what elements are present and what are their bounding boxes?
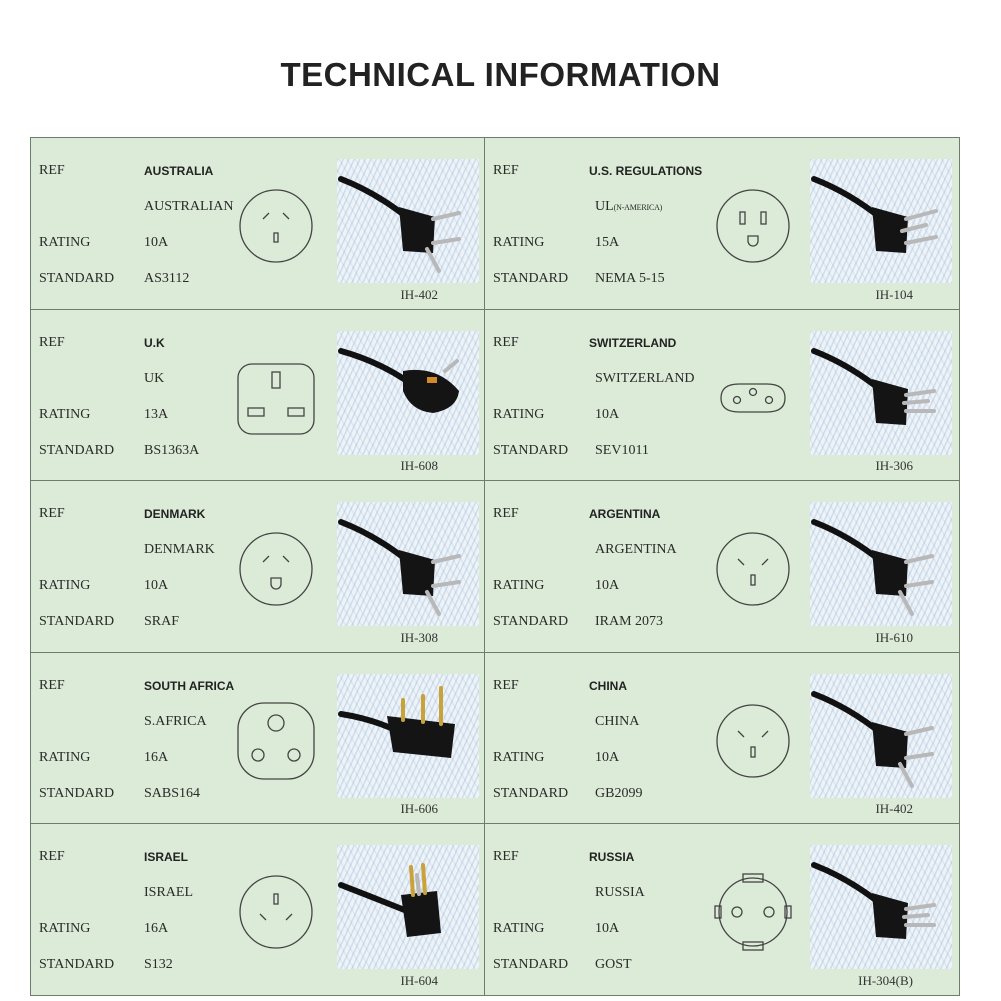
plug-spec-cell-china bbox=[485, 653, 960, 825]
ref-label: REF bbox=[39, 506, 65, 522]
rating-value: 10A bbox=[595, 406, 620, 422]
rating-value: 10A bbox=[595, 578, 620, 594]
plug-type: RUSSIA bbox=[595, 885, 645, 901]
standard-label: STANDARD bbox=[493, 614, 569, 630]
us-socket-icon bbox=[713, 186, 793, 266]
plug-type-sub: (N-AMERICA) bbox=[613, 203, 663, 212]
standard-label: STANDARD bbox=[493, 957, 569, 973]
ref-label: REF bbox=[39, 849, 65, 865]
model-number: IH-604 bbox=[400, 973, 438, 988]
standard-value: SABS164 bbox=[144, 785, 201, 801]
standard-label: STANDARD bbox=[39, 442, 115, 458]
plug-spec-cell-israel bbox=[31, 824, 485, 996]
rating-label: RATING bbox=[39, 578, 91, 594]
us-plug-icon bbox=[810, 159, 952, 283]
plug-type: S.AFRICA bbox=[144, 713, 207, 729]
rating-label: RATING bbox=[493, 749, 545, 765]
plug-spec-cell-u-s-regulations bbox=[485, 138, 960, 310]
model-number: IH-606 bbox=[400, 801, 438, 817]
ref-label: REF bbox=[39, 163, 65, 178]
russia-plug-icon bbox=[810, 845, 952, 969]
model-number: IH-402 bbox=[875, 801, 913, 817]
plug-spec-cell-russia bbox=[485, 824, 960, 996]
rating-value: 16A bbox=[144, 921, 169, 937]
plug-spec-cell-south-africa bbox=[31, 653, 485, 825]
australia-socket-icon bbox=[236, 186, 316, 266]
uk-plug-icon bbox=[337, 331, 479, 455]
swiss-socket-icon bbox=[713, 358, 793, 438]
argentina-plug-icon bbox=[810, 502, 952, 626]
standard-label: STANDARD bbox=[39, 957, 115, 973]
model-number: IH-608 bbox=[400, 458, 438, 474]
plug-spec-table bbox=[30, 137, 960, 996]
country-name: CHINA bbox=[589, 678, 627, 693]
ref-label: REF bbox=[493, 677, 519, 693]
plug-spec-cell-argentina bbox=[485, 481, 960, 653]
plug-spec-cell-denmark bbox=[31, 481, 485, 653]
rating-label: RATING bbox=[493, 578, 545, 594]
model-number: IH-104 bbox=[875, 286, 913, 302]
rating-value: 10A bbox=[595, 749, 620, 765]
plug-type: UL(N-AMERICA) bbox=[595, 199, 663, 214]
plug-type: SWITZERLAND bbox=[595, 370, 695, 386]
page-title: TECHNICAL INFORMATION bbox=[280, 56, 721, 93]
standard-label: STANDARD bbox=[493, 442, 569, 458]
standard-label: STANDARD bbox=[493, 785, 569, 801]
uk-socket-icon bbox=[236, 358, 316, 438]
china-plug-icon bbox=[810, 674, 952, 798]
plug-type: DENMARK bbox=[144, 542, 215, 558]
country-name: U.K bbox=[144, 335, 165, 350]
model-number: IH-304(B) bbox=[858, 973, 913, 988]
standard-value: SEV1011 bbox=[595, 442, 649, 458]
south-africa-plug-icon bbox=[337, 674, 479, 798]
ref-label: REF bbox=[493, 163, 519, 178]
plug-type: ARGENTINA bbox=[595, 542, 677, 558]
rating-label: RATING bbox=[39, 749, 91, 765]
rating-label: RATING bbox=[493, 406, 545, 422]
china-socket-icon bbox=[713, 701, 793, 781]
country-name: ISRAEL bbox=[144, 850, 189, 865]
standard-value: BS1363A bbox=[144, 442, 200, 458]
country-name: AUSTRALIA bbox=[144, 164, 214, 178]
rating-value: 13A bbox=[144, 406, 169, 422]
argentina-socket-icon bbox=[713, 529, 793, 609]
plug-spec-cell-switzerland bbox=[485, 310, 960, 482]
swiss-plug-icon bbox=[810, 331, 952, 455]
rating-label: RATING bbox=[493, 235, 545, 250]
standard-label: STANDARD bbox=[39, 785, 115, 801]
plug-type: CHINA bbox=[595, 713, 640, 729]
model-number: IH-610 bbox=[875, 629, 913, 645]
plug-type: UK bbox=[144, 370, 165, 386]
rating-value: 10A bbox=[144, 578, 169, 594]
rating-label: RATING bbox=[39, 235, 91, 250]
standard-label: STANDARD bbox=[39, 614, 115, 630]
denmark-plug-icon bbox=[337, 502, 479, 626]
standard-value: AS3112 bbox=[144, 271, 190, 286]
ref-label: REF bbox=[493, 506, 519, 522]
standard-value: NEMA 5-15 bbox=[595, 271, 665, 286]
country-name: ARGENTINA bbox=[589, 507, 661, 522]
rating-label: RATING bbox=[493, 921, 545, 937]
rating-value: 15A bbox=[595, 235, 620, 250]
model-number: IH-308 bbox=[400, 629, 438, 645]
country-name: RUSSIA bbox=[589, 850, 635, 865]
plug-spec-cell-australia bbox=[31, 138, 485, 310]
model-number: IH-402 bbox=[400, 286, 438, 302]
standard-value: GOST bbox=[595, 957, 632, 973]
country-name: DENMARK bbox=[144, 507, 206, 522]
denmark-socket-icon bbox=[236, 529, 316, 609]
ref-label: REF bbox=[39, 334, 65, 350]
standard-value: SRAF bbox=[144, 614, 180, 630]
plug-type: ISRAEL bbox=[144, 885, 193, 901]
plug-type: AUSTRALIAN bbox=[144, 199, 234, 214]
south-africa-socket-icon bbox=[236, 701, 316, 781]
country-name: SOUTH AFRICA bbox=[144, 678, 235, 693]
ref-label: REF bbox=[493, 334, 519, 350]
israel-socket-icon bbox=[236, 872, 316, 952]
rating-value: 10A bbox=[144, 235, 169, 250]
country-name: U.S. REGULATIONS bbox=[589, 164, 703, 178]
ref-label: REF bbox=[493, 849, 519, 865]
australia-plug-icon bbox=[337, 159, 479, 283]
standard-label: STANDARD bbox=[493, 271, 569, 286]
standard-value: S132 bbox=[144, 957, 173, 973]
rating-value: 16A bbox=[144, 749, 169, 765]
rating-label: RATING bbox=[39, 406, 91, 422]
russia-socket-icon bbox=[713, 872, 793, 952]
ref-label: REF bbox=[39, 677, 65, 693]
country-name: SWITZERLAND bbox=[589, 335, 677, 350]
rating-label: RATING bbox=[39, 921, 91, 937]
plug-spec-cell-u-k bbox=[31, 310, 485, 482]
standard-value: GB2099 bbox=[595, 785, 643, 801]
rating-value: 10A bbox=[595, 921, 620, 937]
standard-value: IRAM 2073 bbox=[595, 614, 664, 630]
model-number: IH-306 bbox=[875, 458, 913, 474]
standard-label: STANDARD bbox=[39, 271, 115, 286]
israel-plug-icon bbox=[337, 845, 479, 969]
